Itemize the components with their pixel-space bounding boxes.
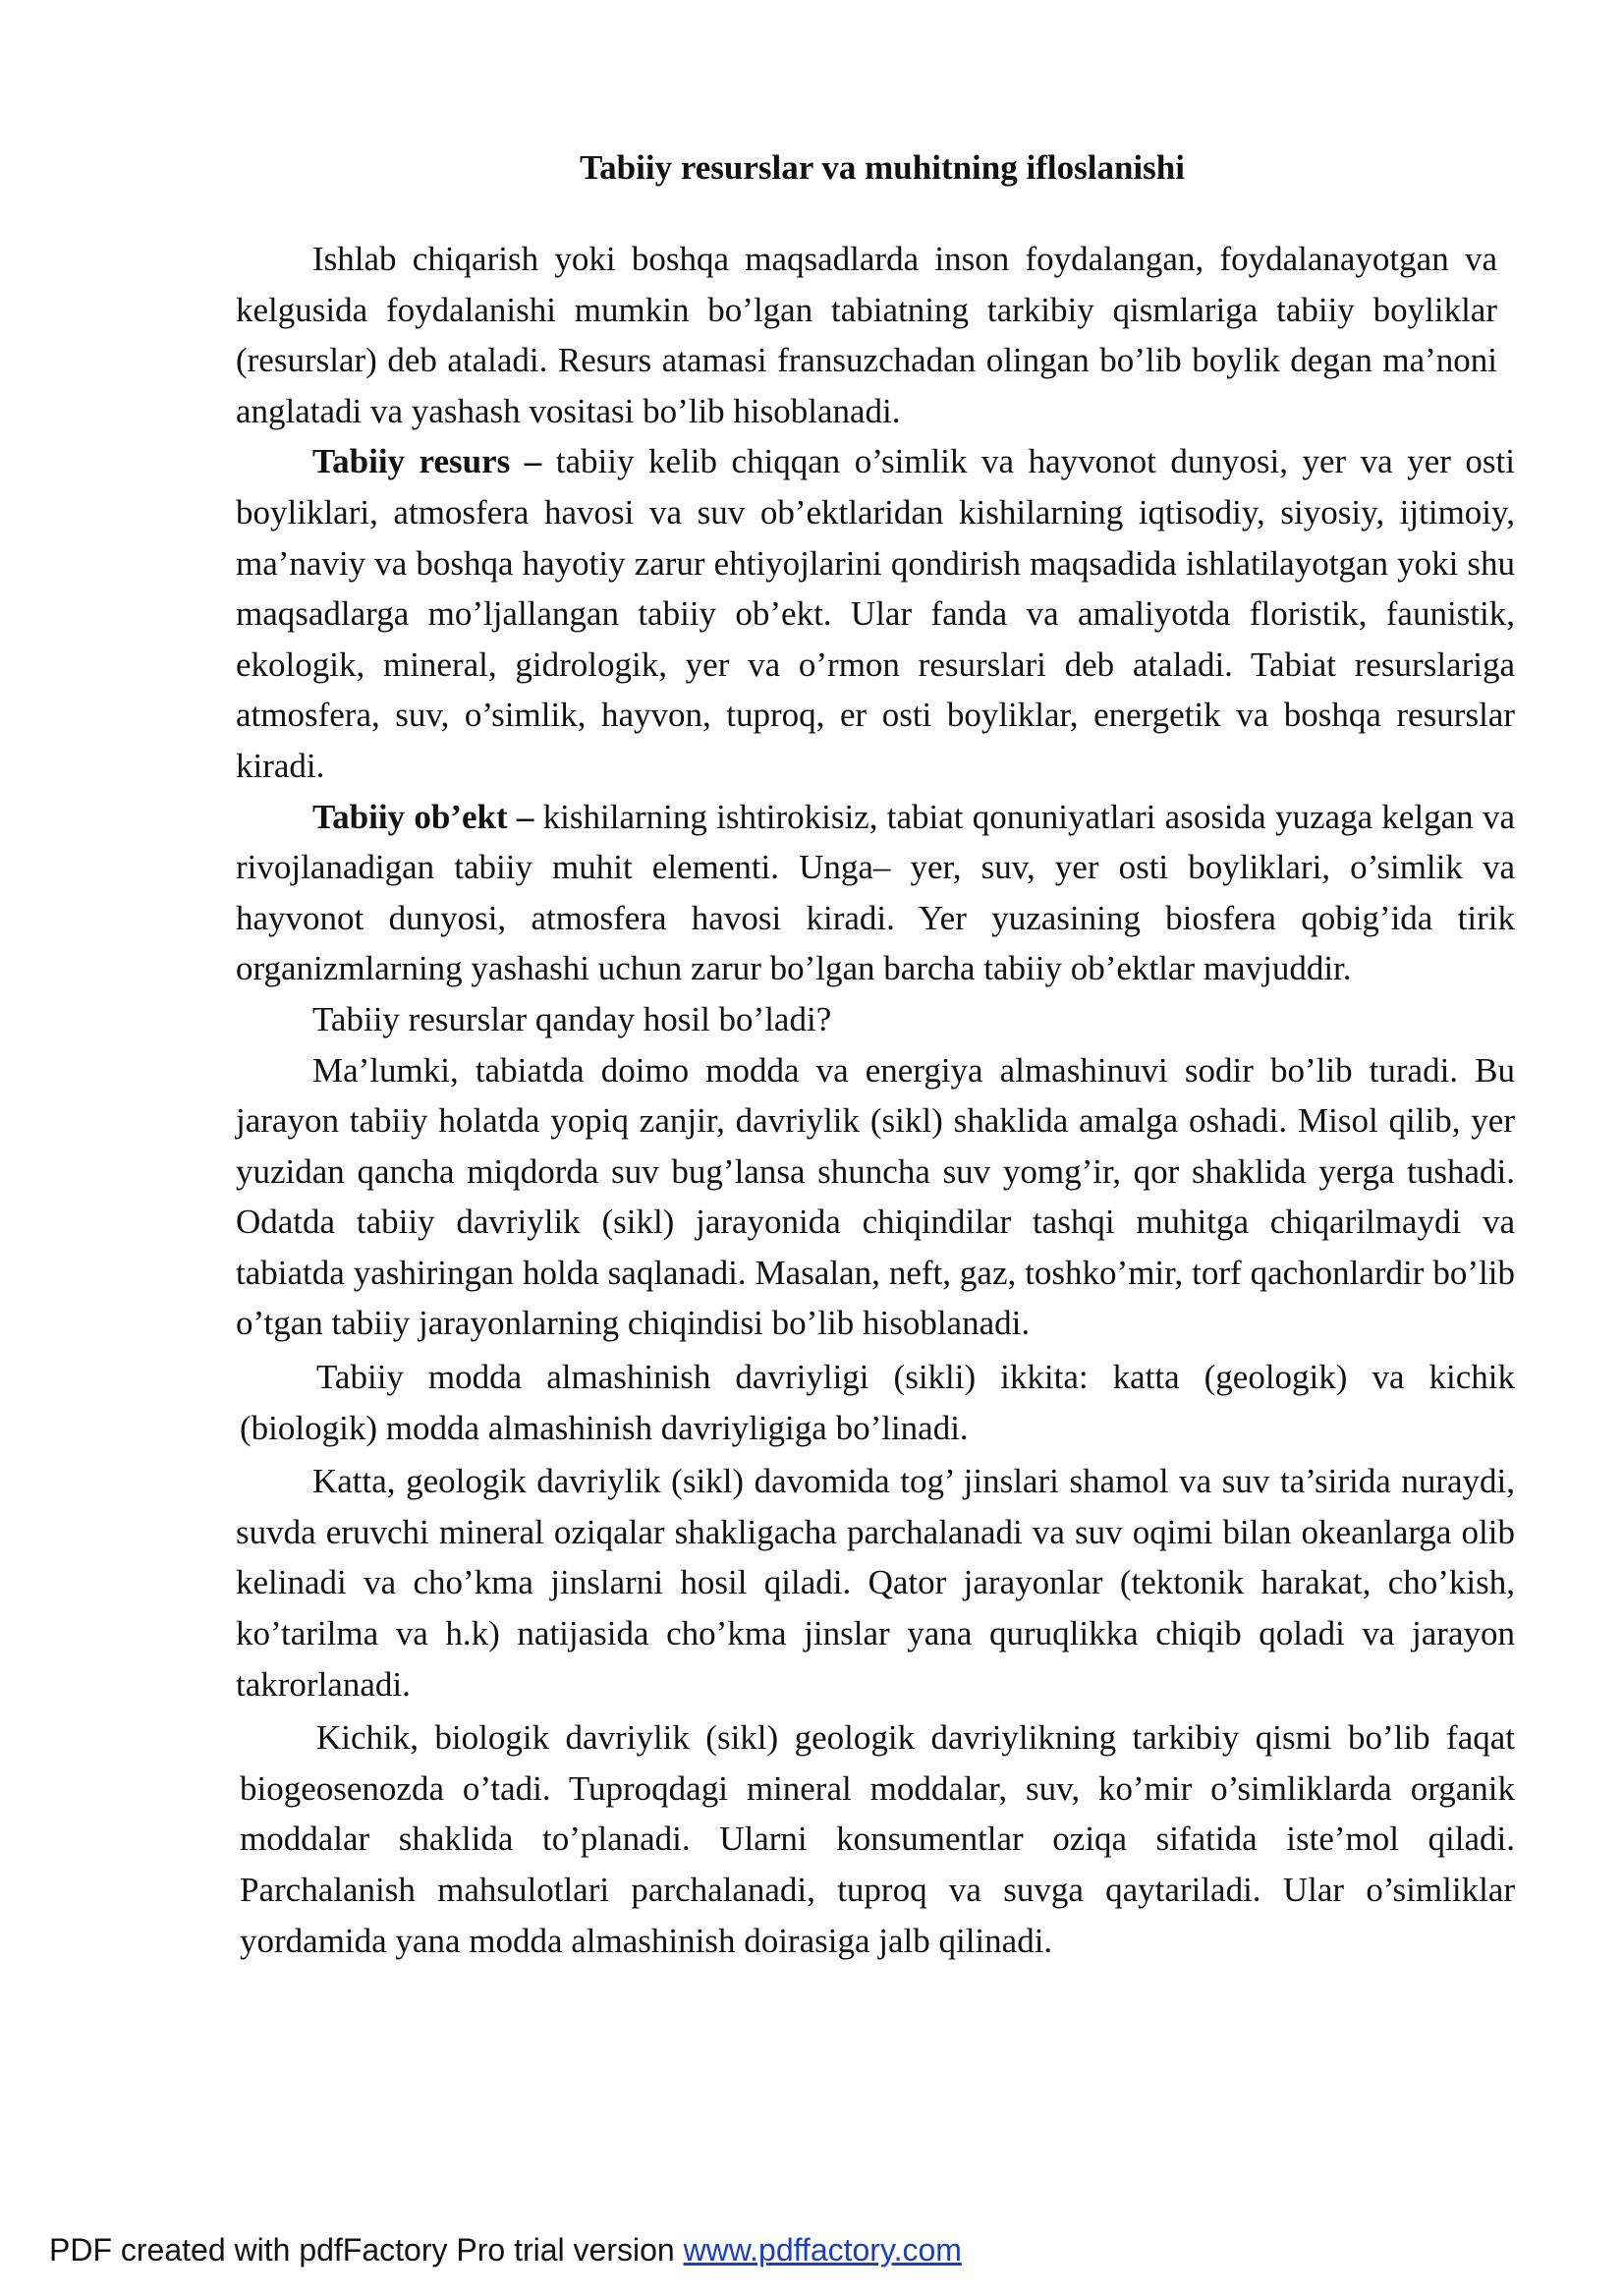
paragraph-question — [236, 994, 1515, 1045]
paragraph-tabiiy-obekt — [236, 792, 1515, 994]
footer-link[interactable]: www.pdffactory.com — [683, 2232, 962, 2268]
paragraph-cycle — [236, 1045, 1515, 1350]
paragraph-text: Tabiiy resurslar qanday hosil bo’ladi? — [312, 999, 832, 1038]
paragraph-text: kishilarning ishtirokisiz, tabiat qonuniyatlari asosida yuzaga kelgan va rivojlanadigan tabiiy muhit elementi. Unga– yer, suv, yer osti boyliklari, o’simlik va hayvonot dunyosi, atmosfera havosi kiradi. Yer yuzasining biosfera qobig’ida tirik organizmlarning yashashi uchun zarur bo’lgan barcha tabiiy ob’ektlar mavjuddir. — [236, 797, 1515, 988]
paragraph-biological-cycle — [236, 1712, 1515, 1966]
pdf-watermark-footer — [49, 2232, 962, 2268]
paragraph-text: Tabiiy modda almashinish davriyligi (sikli) ikkita: katta (geologik) va kichik (biologik) modda almashinish davriyligiga bo’linadi. — [240, 1358, 1515, 1447]
footer-text: PDF created with pdfFactory Pro trial version — [49, 2232, 684, 2268]
paragraph-intro — [236, 234, 1497, 436]
paragraph-text: Katta, geologik davriylik (sikl) davomida tog’ jinslari shamol va suv ta’sirida nuraydi, suvda eruvchi mineral oziqalar shakligacha parchalanadi va suv oqimi bilan okeanlarga olib kelinadi va cho’kma jinslarni hosil qiladi. Qator jarayonlar (tektonik harakat, cho’kish, ko’tarilma va h.k) natijasida cho’kma jinslar yana quruqlikka chiqib qoladi va jarayon takrorlanadi. — [236, 1462, 1515, 1704]
paragraph-text: Ishlab chiqarish yoki boshqa maqsadlarda inson foydalangan, foydalanayotgan va kelgusida foydalanishi mumkin bo’lgan tabiatning tarkibiy qismlariga tabiiy boyliklar (resurslar) deb ataladi. Resurs atamasi fransuzchadan olingan bo’lib boylik degan ma’noni anglatadi va yashash vositasi bo’lib hisoblanadi. — [236, 240, 1497, 430]
paragraph-text: tabiiy kelib chiqqan o’simlik va hayvonot dunyosi, yer va yer osti boyliklari, atmosfera havosi va suv ob’ektlaridan kishilarning iqtisodiy, siyosiy, ijtimoiy, ma’naviy va boshqa hayotiy zarur ehtiyojlarini qondirish maqsadida ishlatilayotgan yoki shu maqsadlarga mo’ljallangan tabiiy ob’ekt. Ular fanda va amaliyotda floristik, faunistik, ekologik, mineral, gidrologik, yer va o’rmon resurslari deb ataladi. Tabiat resurslariga atmosfera, suv, o’simlik, hayvon, tuproq, er osti boyliklar, energetik va boshqa resurslar kiradi. — [236, 442, 1515, 785]
term-heading: Tabiiy ob’ekt – — [312, 797, 534, 836]
paragraph-cycle-types — [236, 1352, 1515, 1453]
paragraph-geological-cycle — [236, 1456, 1515, 1709]
term-heading: Tabiiy resurs – — [312, 442, 542, 481]
paragraph-text: Kichik, biologik davriylik (sikl) geologik davriylikning tarkibiy qismi bo’lib faqat biogeosenozda o’tadi. Tuproqdagi mineral moddalar, suv, ko’mir o’simliklarda organik moddalar shaklida to’planadi. Ularni konsumentlar oziqa sifatida iste’mol qiladi. Parchalanish mahsulotlari parchalanadi, tuproq va suvga qaytariladi. Ular o’simliklar yordamida yana modda almashinish doirasiga jalb qilinadi. — [240, 1718, 1515, 1960]
paragraph-tabiiy-resurs — [236, 436, 1515, 791]
document-title: Tabiiy resurslar va muhitning ifloslanishi — [580, 148, 1185, 187]
paragraph-text: Ma’lumki, tabiatda doimo modda va energiya almashinuvi sodir bo’lib turadi. Bu jarayon tabiiy holatda yopiq zanjir, davriylik (sikl) shaklida amalga oshadi. Misol qilib, yer yuzidan qancha miqdorda suv bug’lansa shuncha suv yomg’ir, qor shaklida yerga tushadi. Odatda tabiiy davriylik (sikl) jarayonida chiqindilar tashqi muhitga chiqarilmaydi va tabiatda yashiringan holda saqlanadi. Masalan, neft, gaz, toshko’mir, torf qachonlardir bo’lib o’tgan tabiiy jarayonlarning chiqindisi bo’lib hisoblanadi. — [236, 1050, 1515, 1343]
document-body — [236, 147, 1515, 1966]
